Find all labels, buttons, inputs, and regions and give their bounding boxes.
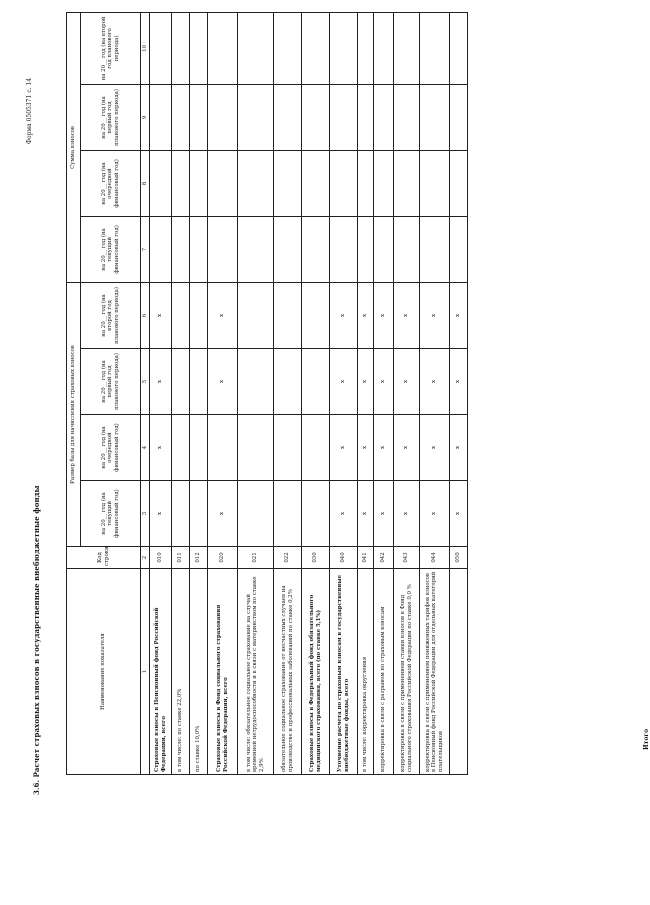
base-cell: x bbox=[450, 282, 468, 348]
row-code: 020 bbox=[208, 547, 238, 569]
table-row bbox=[238, 12, 274, 774]
sum-cell bbox=[150, 150, 172, 216]
column-number-8: 8 bbox=[141, 150, 150, 216]
base-cell: x bbox=[208, 282, 238, 348]
sum-cell bbox=[208, 12, 238, 84]
sum-cell bbox=[358, 12, 374, 84]
row-code: 041 bbox=[358, 547, 374, 569]
base-cell: x bbox=[394, 481, 420, 547]
base-cell bbox=[302, 481, 330, 547]
sum-cell bbox=[274, 150, 302, 216]
sum-cell bbox=[358, 216, 374, 282]
base-cell bbox=[302, 415, 330, 481]
sum-cell bbox=[238, 150, 274, 216]
row-name: Страховые взносы в Фонд социального страхования Российской Федерации, всего bbox=[208, 569, 238, 775]
page-title: 3.6. Расчет страховых взносов в государственные внебюджетные фонды bbox=[32, 485, 41, 795]
column-number-2: 2 bbox=[141, 547, 150, 569]
header-period-2: на 20__ год (на очередной финансовый год) bbox=[81, 415, 141, 481]
sum-cell bbox=[172, 150, 190, 216]
base-cell: x bbox=[420, 349, 450, 415]
sum-cell bbox=[190, 216, 208, 282]
row-code: 050 bbox=[450, 547, 468, 569]
row-code: 022 bbox=[274, 547, 302, 569]
header-group-base: Размер базы для начисления страховых взносов bbox=[67, 282, 81, 546]
sum-cell bbox=[274, 12, 302, 84]
header-period-3: на 20__ год (на первый год планового периода) bbox=[81, 349, 141, 415]
base-cell: x bbox=[450, 349, 468, 415]
sum-cell bbox=[150, 84, 172, 150]
base-cell: x bbox=[208, 349, 238, 415]
base-cell: x bbox=[150, 282, 172, 348]
sum-cell bbox=[172, 12, 190, 84]
sum-cell bbox=[450, 150, 468, 216]
header-period-8: на 20__ год (на второй год планового периода) bbox=[81, 12, 141, 84]
base-cell bbox=[238, 349, 274, 415]
sum-cell bbox=[358, 150, 374, 216]
row-name: по ставке 10,0% bbox=[190, 569, 208, 775]
header-period-1: на 20__ год (на текущий финансовый год) bbox=[81, 481, 141, 547]
sum-cell bbox=[420, 150, 450, 216]
row-name: Уточнение расчета по страховым взносам в государственные внебюджетные фонды, всего bbox=[330, 569, 358, 775]
base-cell bbox=[172, 282, 190, 348]
base-cell bbox=[274, 282, 302, 348]
sum-cell bbox=[450, 216, 468, 282]
sum-cell bbox=[302, 84, 330, 150]
base-cell: x bbox=[394, 349, 420, 415]
base-cell bbox=[274, 481, 302, 547]
base-cell: x bbox=[374, 415, 394, 481]
sum-cell bbox=[190, 12, 208, 84]
sum-cell bbox=[302, 216, 330, 282]
base-cell: x bbox=[450, 481, 468, 547]
sum-cell bbox=[302, 150, 330, 216]
column-number-3: 3 bbox=[141, 481, 150, 547]
sum-cell bbox=[238, 12, 274, 84]
base-cell bbox=[172, 349, 190, 415]
base-cell: x bbox=[420, 481, 450, 547]
sum-cell bbox=[208, 84, 238, 150]
base-cell: x bbox=[450, 415, 468, 481]
sum-cell bbox=[208, 150, 238, 216]
base-cell bbox=[190, 481, 208, 547]
row-name: Страховые взносы в Федеральный фонд обязательного медицинского страхования, всего (по ставке 5,1%) bbox=[302, 569, 330, 775]
base-cell: x bbox=[150, 481, 172, 547]
base-cell: x bbox=[150, 349, 172, 415]
base-cell bbox=[190, 349, 208, 415]
base-cell bbox=[302, 349, 330, 415]
sum-cell bbox=[450, 12, 468, 84]
row-code: 010 bbox=[150, 547, 172, 569]
base-cell: x bbox=[394, 415, 420, 481]
sum-cell bbox=[330, 12, 358, 84]
sum-cell bbox=[172, 216, 190, 282]
sum-cell bbox=[394, 216, 420, 282]
header-period-7: на 20__ год (на первый год планового периода) bbox=[81, 84, 141, 150]
base-cell: x bbox=[420, 415, 450, 481]
base-cell: x bbox=[374, 481, 394, 547]
header-code: Код строки bbox=[67, 547, 141, 569]
row-name: в том числе: по ставке 22,0% bbox=[172, 569, 190, 775]
base-cell bbox=[172, 415, 190, 481]
sum-cell bbox=[394, 150, 420, 216]
row-name: корректировка в связи с применением пониженных тарифов взносов в Пенсионный фонд Российской Федерации для отдельных категорий плательщиков bbox=[420, 569, 450, 775]
base-cell: x bbox=[420, 282, 450, 348]
sum-cell bbox=[302, 12, 330, 84]
base-cell: x bbox=[358, 282, 374, 348]
row-code: 011 bbox=[172, 547, 190, 569]
header-period-5: на 20__ год (на текущий финансовый год) bbox=[81, 216, 141, 282]
sum-cell bbox=[374, 150, 394, 216]
table-row bbox=[150, 12, 172, 774]
column-number-5: 5 bbox=[141, 349, 150, 415]
sum-cell bbox=[394, 84, 420, 150]
form-number: Форма 0505371 с. 14 bbox=[26, 77, 33, 144]
table-row bbox=[330, 12, 358, 774]
row-name: обязательное социальное страхование от несчастных случаев на производстве и профессиональных заболеваний по ставке 0,2% bbox=[274, 569, 302, 775]
base-cell bbox=[190, 282, 208, 348]
total-label: Итого bbox=[643, 728, 650, 750]
sum-cell bbox=[172, 84, 190, 150]
sum-cell bbox=[150, 216, 172, 282]
row-name: в том числе: обязательное социальное страхование на случай временной нетрудоспособности и в связи с материнством по ставке 2,9% bbox=[238, 569, 274, 775]
sum-cell bbox=[190, 150, 208, 216]
base-cell bbox=[274, 349, 302, 415]
base-cell bbox=[190, 415, 208, 481]
base-cell bbox=[274, 415, 302, 481]
column-number-7: 7 bbox=[141, 216, 150, 282]
sum-cell bbox=[238, 84, 274, 150]
base-cell: x bbox=[330, 349, 358, 415]
sum-cell bbox=[330, 150, 358, 216]
header-group-sum: Сумма взносов bbox=[67, 12, 81, 282]
header-name: Наименование показателя bbox=[67, 569, 141, 775]
row-name: Страховые взносы в Пенсионный фонд Российской Федерации, всего bbox=[150, 569, 172, 775]
column-number-6: 6 bbox=[141, 282, 150, 348]
sum-cell bbox=[374, 12, 394, 84]
base-cell: x bbox=[330, 282, 358, 348]
row-code: 043 bbox=[394, 547, 420, 569]
header-period-4: на 20__ год (на второй год планового периода) bbox=[81, 282, 141, 348]
table-row bbox=[172, 12, 190, 774]
sum-cell bbox=[420, 216, 450, 282]
base-cell bbox=[302, 282, 330, 348]
sum-cell bbox=[420, 84, 450, 150]
base-cell bbox=[238, 481, 274, 547]
base-cell bbox=[238, 282, 274, 348]
sum-cell bbox=[374, 84, 394, 150]
row-code: 042 bbox=[374, 547, 394, 569]
base-cell: x bbox=[358, 349, 374, 415]
header-period-6: на 20__ год (на очередной финансовый год) bbox=[81, 150, 141, 216]
row-code: 040 bbox=[330, 547, 358, 569]
table-row bbox=[394, 12, 420, 774]
sum-cell bbox=[420, 12, 450, 84]
base-cell bbox=[208, 415, 238, 481]
column-number-1: 1 bbox=[141, 569, 150, 775]
table-row bbox=[302, 12, 330, 774]
base-cell: x bbox=[150, 415, 172, 481]
base-cell: x bbox=[374, 282, 394, 348]
sum-cell bbox=[150, 12, 172, 84]
column-number-10: 10 bbox=[141, 12, 150, 84]
table-row bbox=[450, 12, 468, 774]
row-name: корректировка в связи с применением ставки взносов в Фонд социального страхования Российской Федерации по ставке 0,0 % bbox=[394, 569, 420, 775]
row-name bbox=[450, 569, 468, 775]
table-row bbox=[208, 12, 238, 774]
sum-cell bbox=[274, 84, 302, 150]
base-cell: x bbox=[330, 415, 358, 481]
base-cell: x bbox=[358, 415, 374, 481]
sum-cell bbox=[394, 12, 420, 84]
row-name: корректировка в связи с разрывом по страховым взносам bbox=[374, 569, 394, 775]
table-row bbox=[420, 12, 450, 774]
sum-cell bbox=[330, 216, 358, 282]
base-cell: x bbox=[394, 282, 420, 348]
table-row bbox=[190, 12, 208, 774]
base-cell: x bbox=[208, 481, 238, 547]
sum-cell bbox=[358, 84, 374, 150]
sum-cell bbox=[208, 216, 238, 282]
table-row bbox=[358, 12, 374, 774]
base-cell: x bbox=[374, 349, 394, 415]
base-cell bbox=[172, 481, 190, 547]
sum-cell bbox=[374, 216, 394, 282]
column-number-4: 4 bbox=[141, 415, 150, 481]
sum-cell bbox=[190, 84, 208, 150]
contributions-table bbox=[66, 12, 468, 775]
column-number-9: 9 bbox=[141, 84, 150, 150]
row-name: в том числе: корректировка округления bbox=[358, 569, 374, 775]
row-code: 021 bbox=[238, 547, 274, 569]
row-code: 030 bbox=[302, 547, 330, 569]
row-code: 012 bbox=[190, 547, 208, 569]
table-row bbox=[274, 12, 302, 774]
row-code: 044 bbox=[420, 547, 450, 569]
sum-cell bbox=[450, 84, 468, 150]
base-cell: x bbox=[358, 481, 374, 547]
table-row bbox=[374, 12, 394, 774]
sum-cell bbox=[238, 216, 274, 282]
sum-cell bbox=[330, 84, 358, 150]
base-cell: x bbox=[330, 481, 358, 547]
sum-cell bbox=[274, 216, 302, 282]
base-cell bbox=[238, 415, 274, 481]
